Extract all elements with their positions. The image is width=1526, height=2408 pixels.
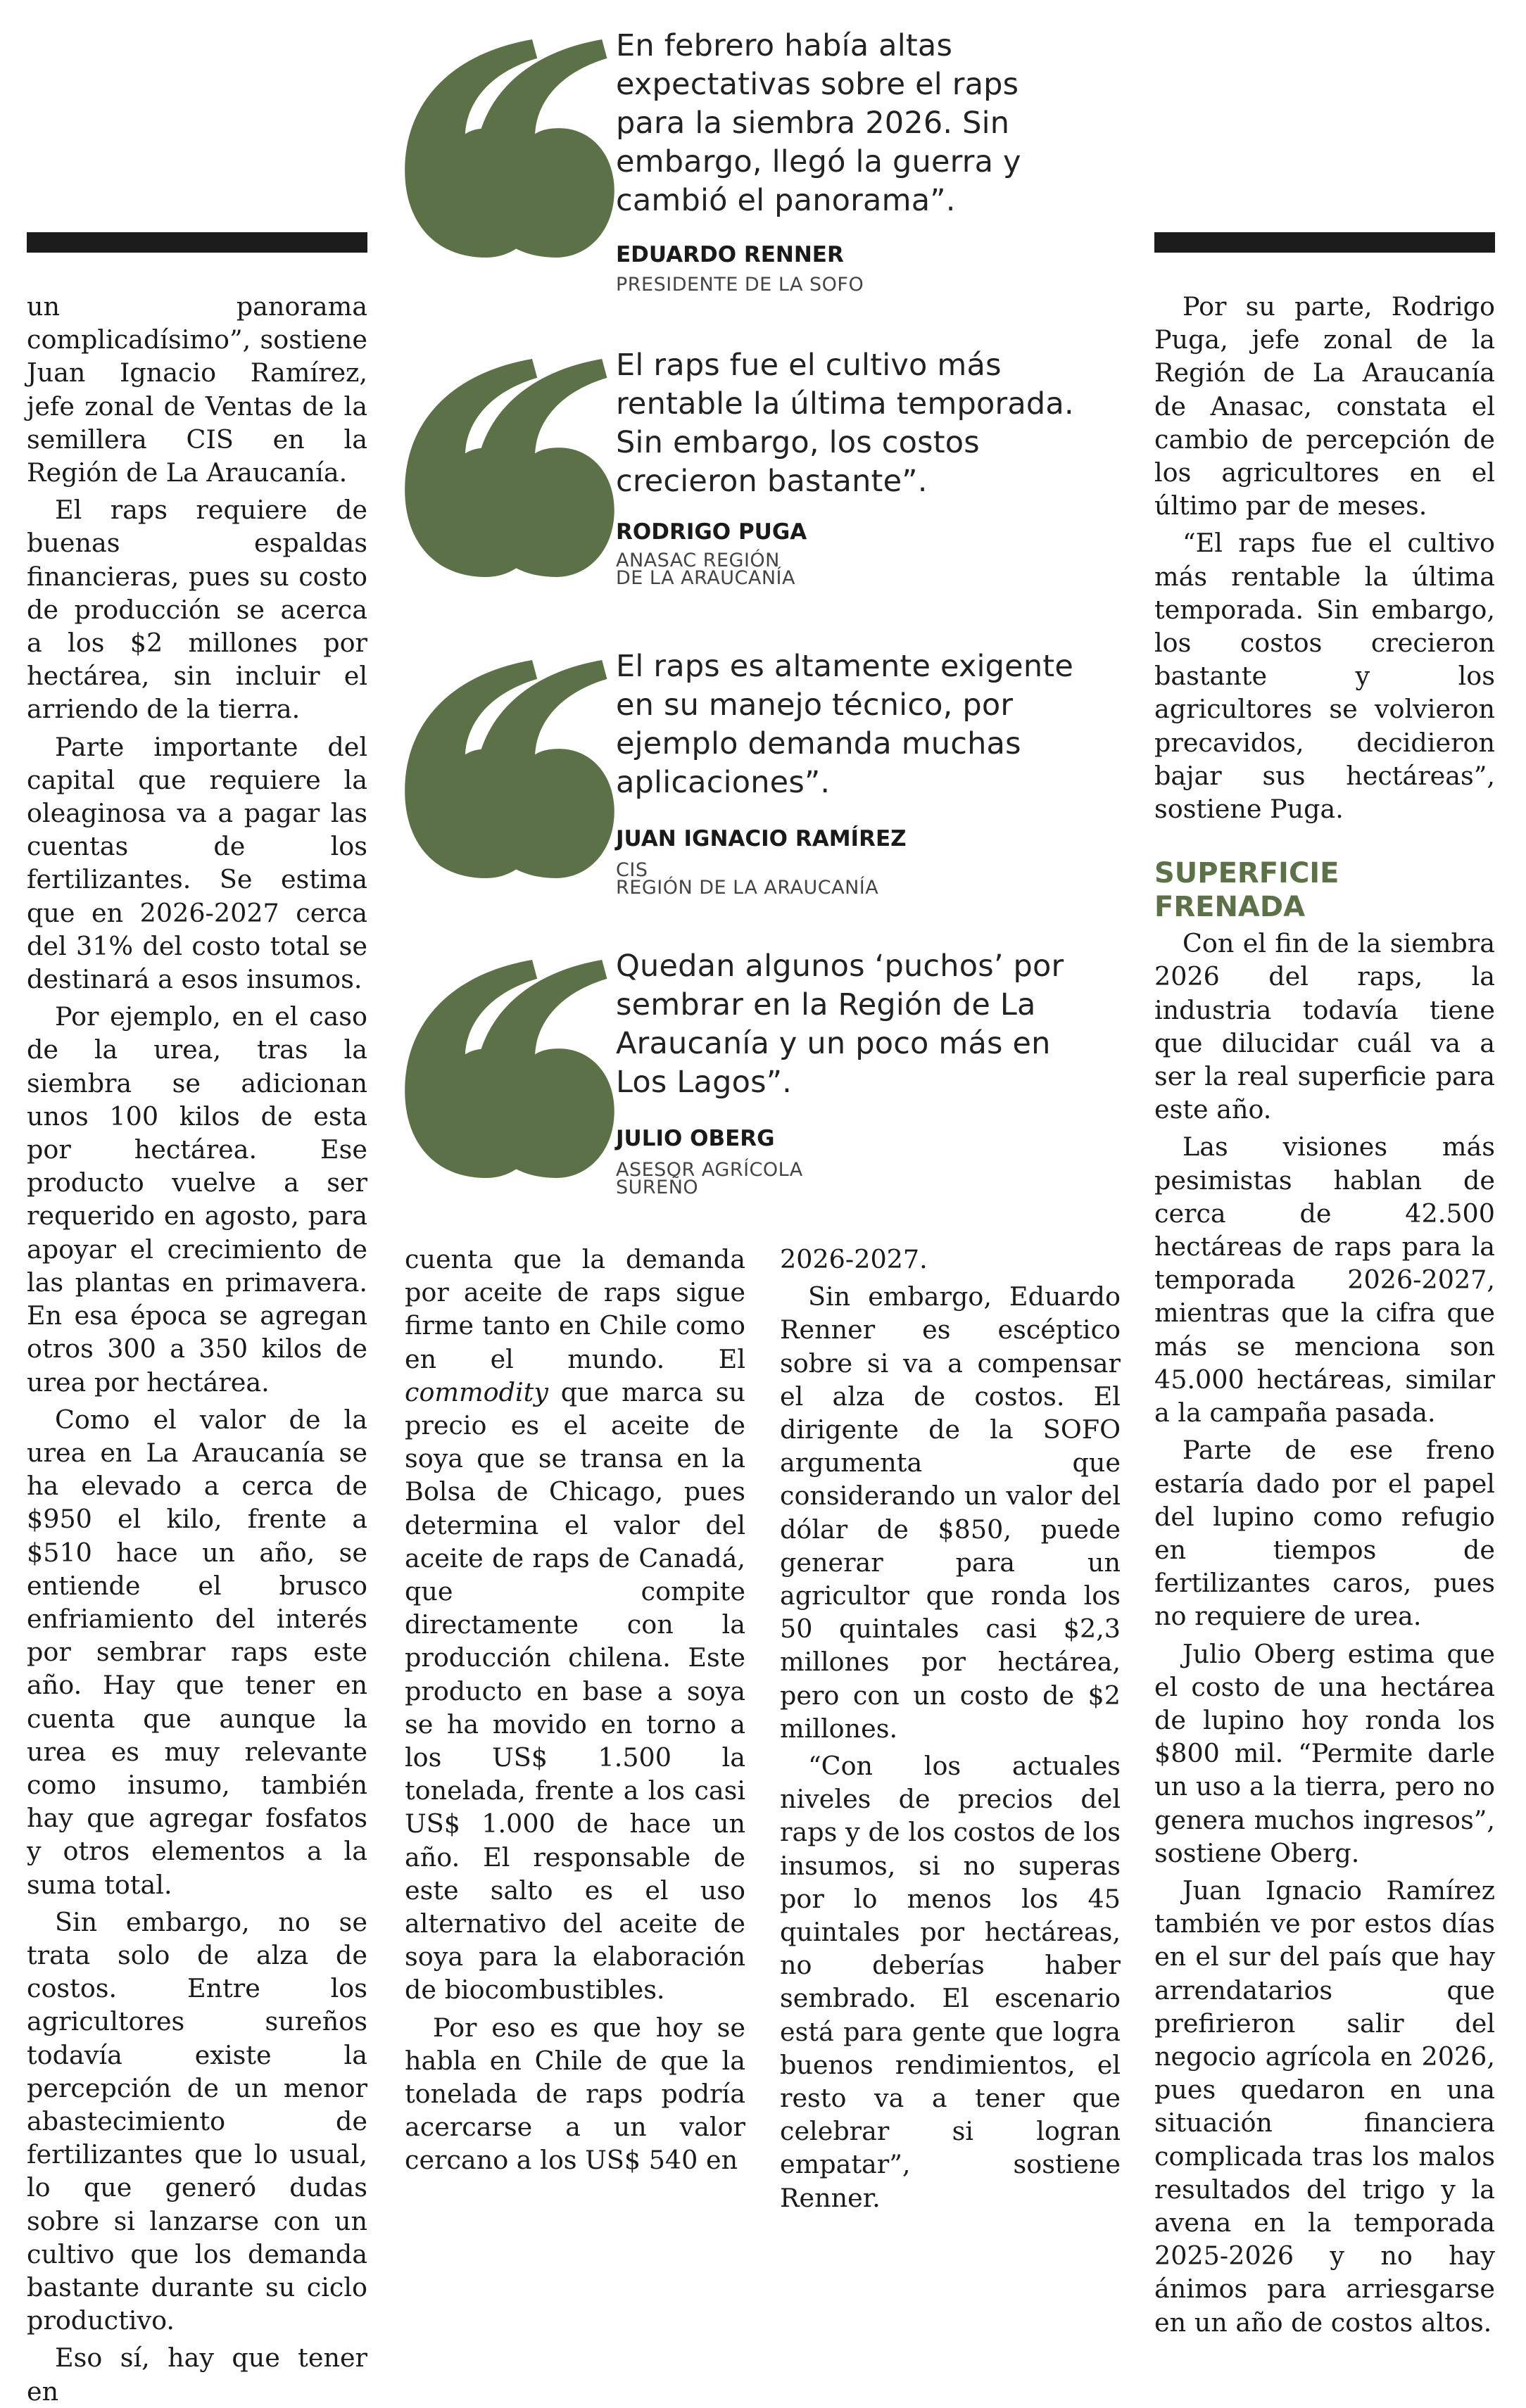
paragraph: Como el valor de la urea en La Araucanía se ha elevado a cerca de $950 el kilo, frente a $510 hace un año, se entiende el brusco enfriamiento del interés por sembrar raps este año. Hay que tener en cuenta que aunque la urea es muy relevante como insumo, también hay que agregar fosfatos y otros elementos a la suma total. (27, 1404, 367, 1900)
paragraph: 2026-2027. (780, 1244, 928, 1274)
article-column-third (780, 1243, 1121, 2214)
pull-quote-role-line: DE LA ARAUCANÍA (616, 567, 795, 589)
text-run: cuenta que la demanda por aceite de raps sigue firme tanto en Chile como en el mundo. El (405, 1244, 745, 1374)
paragraph: Las visiones más pesimistas hablan de cerca de 42.500 hectáreas de raps para la temporada 2026-2027, mientras que la cifra que más se menciona son 45.000 hectáreas, similar a la campaña pasada. (1154, 1132, 1495, 1428)
pull-quote-role-line: CIS (616, 859, 648, 881)
pull-quote-role-line: REGIÓN DE LA ARAUCANÍA (616, 877, 879, 899)
right-column-rule (1154, 232, 1495, 253)
pull-quote-3 (405, 647, 1109, 950)
paragraph: Con el fin de la siembra 2026 del raps, la industria todavía tiene que dilucidar cuál va a ser la real superficie para este año. (1154, 928, 1495, 1125)
pull-quote-role-line: ANASAC REGIÓN (616, 550, 780, 571)
paragraph: Juan Ignacio Ramírez también ve por estos días en el sur del país que hay arrendatarios que prefirieron salir del negocio agrícola en 2026, pues quedaron en una situación financiera complicada tras los malos resultados del trigo y la avena en la temporada 2025-2026 y no hay ánimos para arriesgarse en un año de costos altos. (1154, 1875, 1495, 2338)
quote-mark-icon (405, 660, 616, 878)
pull-quote-text: En febrero había altas expectativas sobre el raps para la siembra 2026. Sin embargo, llegó la guerra y cambió el panorama”. (616, 28, 1021, 218)
pull-quote-role-line: SUREÑO (616, 1177, 699, 1198)
pull-quote-author: JULIO OBERG (616, 1126, 775, 1151)
pull-quote-1 (405, 27, 1109, 329)
paragraph: Por su parte, Rodrigo Puga, jefe zonal de la Región de La Araucanía de Anasac, constata el cambio de percepción de los agricultores en el último par de meses. (1154, 291, 1495, 521)
paragraph: Parte importante del capital que requiere la oleaginosa va a pagar las cuentas de los fertilizantes. Se estima que en 2026-2027 cerca del 31% del costo total se destinará a esos insumos. (27, 731, 367, 995)
paragraph: Por eso es que hoy se habla en Chile de que la tonelada de raps podría acercarse a un valor cercano a los US$ 540 en (405, 2012, 745, 2176)
quote-mark-icon (405, 39, 616, 258)
paragraph: Sin embargo, Eduardo Renner es escéptico sobre si va a compensar el alza de costos. El dirigente de la SOFO argumenta que considerando un valor del dólar de $850, puede generar para un agricultor que ronda los 50 quintales casi $2,3 millones por hectárea, pero con un costo de $2 millones. (780, 1281, 1121, 1744)
text-run: que marca su precio es el aceite de soya que se transa en la Bolsa de Chicago, pues determina el valor del aceite de raps de Canadá, que compite directamente con la producción chilena. Este producto en base a soya se ha movido en torno a los US$ 1.500 la tonelada, frente a los casi US$ 1.000 de hace un año. El responsable de este salto es el uso alternativo del aceite de soya para la elaboración de biocombustibles. (405, 1376, 745, 2005)
paragraph: un panorama complicadísimo”, sostiene Juan Ignacio Ramírez, jefe zonal de Ventas de la semillera CIS en la Región de La Araucanía. (27, 291, 367, 488)
pull-quote-role (616, 552, 795, 587)
paragraph (405, 1243, 745, 2007)
section-heading: SUPERFICIE FRENADA (1154, 857, 1339, 924)
paragraph: Sin embargo, no se trata solo de alza de costos. Entre los agricultores sureños todavía existe la percepción de un menor abastecimiento de fertilizantes que lo usual, lo que generó dudas sobre si lanzarse con un cultivo que los demanda bastante durante su ciclo productivo. (27, 1906, 367, 2336)
left-column-rule (27, 232, 367, 253)
quote-mark-icon (405, 960, 616, 1178)
pull-quote-role (616, 274, 864, 296)
pull-quote-text: Quedan algunos ‘puchos’ por sembrar en la Región de La Araucanía y un poco más en Los Lagos”. (616, 949, 1064, 1100)
article-column-middle (405, 1243, 745, 2177)
paragraph: Eso sí, hay que tener en (27, 2343, 367, 2407)
paragraph: Parte de ese freno estaría dado por el papel del lupino como refugio en tiempos de fertilizantes caros, pues no requiere de urea. (1154, 1435, 1495, 1632)
pull-quote-text: El raps fue el cultivo más rentable la última temporada. Sin embargo, los costos crecieron bastante”. (616, 348, 1074, 499)
pull-quote-2 (405, 346, 1109, 649)
pull-quote-text: El raps es altamente exigente en su manejo técnico, por ejemplo demanda muchas aplicaciones”. (616, 649, 1074, 800)
article-column-left (27, 290, 367, 2408)
pull-quote-role (616, 1161, 803, 1196)
paragraph: Julio Oberg estima que el costo de una hectárea de lupino hoy ronda los $800 mil. “Permite darle un uso a la tierra, pero no genera muchos ingresos”, sostiene Oberg. (1154, 1638, 1495, 1868)
pull-quote-author: JUAN IGNACIO RAMÍREZ (616, 826, 907, 851)
pull-quote-role-line: ASESOR AGRÍCOLA (616, 1159, 803, 1181)
pull-quote-role (616, 859, 879, 899)
pull-quote-role-line: PRESIDENTE DE LA SOFO (616, 274, 864, 296)
pull-quote-author: EDUARDO RENNER (616, 242, 844, 267)
pull-quote-author: RODRIGO PUGA (616, 519, 807, 545)
paragraph: “Con los actuales niveles de precios del raps y de los costos de los insumos, si no superas por lo menos los 45 quintales por hectáreas, no deberías haber sembrado. El escenario está para gente que logra buenos rendimientos, el resto va a tener que celebrar si logran empatar”, sostiene Renner. (780, 1751, 1121, 2213)
paragraph: El raps requiere de buenas espaldas financieras, pues su costo de producción se acerca a los $2 millones por hectárea, sin incluir el arriendo de la tierra. (27, 495, 367, 725)
article-column-right (1154, 290, 1495, 2339)
paragraph: Por ejemplo, en el caso de la urea, tras la siembra se adicionan unos 100 kilos de esta por hectárea. Ese producto vuelve a ser requerido en agosto, para apoyar el crecimiento de las plantas en primavera. En esa época se agregan otros 300 a 350 kilos de urea por hectárea. (27, 1001, 367, 1398)
italic-term: commodity (405, 1376, 548, 1407)
paragraph: “El raps fue el cultivo más rentable la última temporada. Sin embargo, los costos crecieron bastante y los agricultores se volvieron precavidos, decidieron bajar sus hectáreas”, sostiene Puga. (1154, 528, 1495, 825)
pull-quote-4 (405, 947, 1109, 1250)
quote-mark-icon (405, 359, 616, 577)
